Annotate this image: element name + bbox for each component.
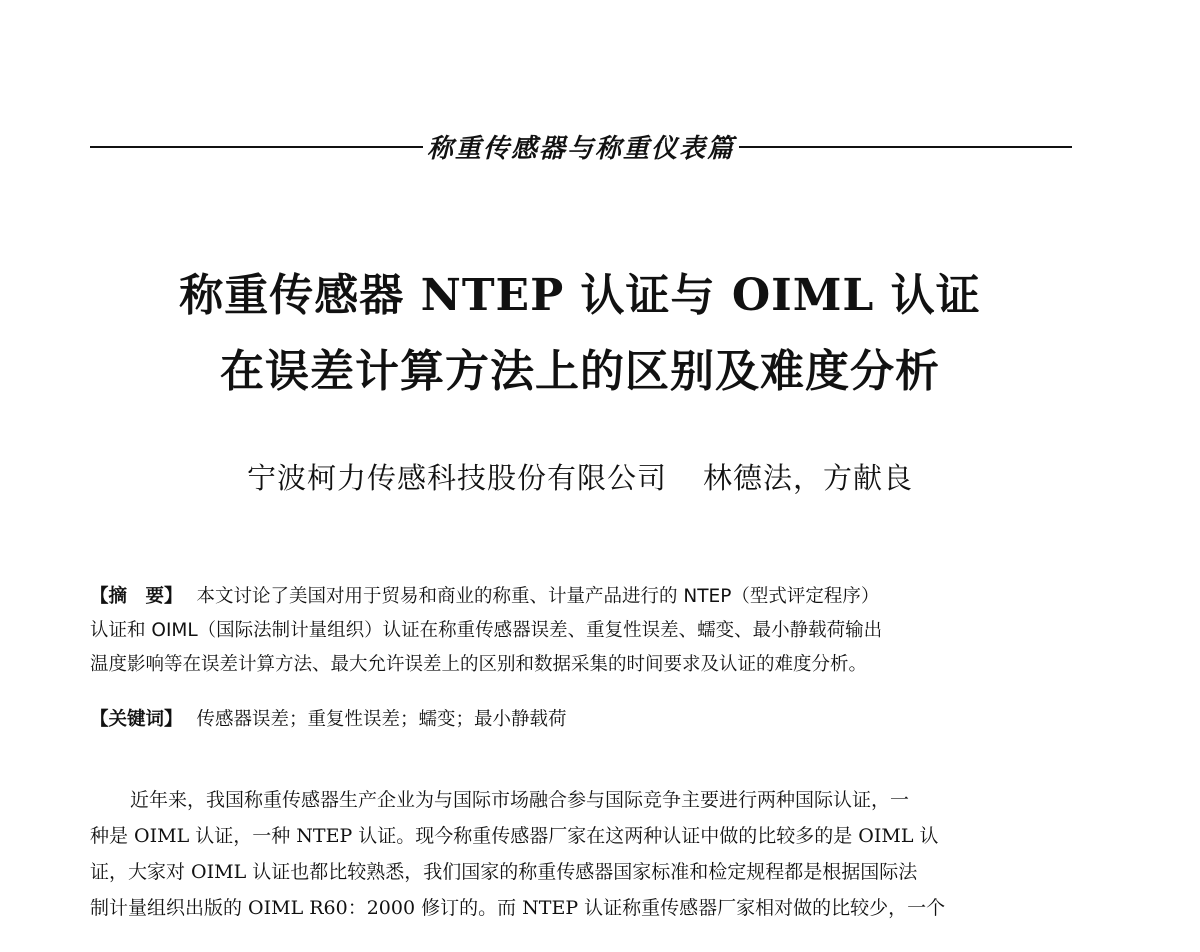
abstract-line-2: 认证和 OIML（国际法制计量组织）认证在称重传感器误差、重复性误差、蠕变、最小静载荷输出: [90, 620, 883, 641]
body-line-4: 制计量组织出版的 OIML R60：2000 修订的。而 NTEP 认证称重传感器厂家相对做的比较少，一个: [90, 897, 946, 919]
keywords-text: 传感器误差；重复性误差；蠕变；最小静载荷: [196, 709, 567, 730]
header-rule-left: [90, 146, 423, 148]
paper-title-line-2: 在误差计算方法上的区别及难度分析: [220, 346, 940, 397]
abstract: [90, 580, 1080, 682]
body-line-3: 证，大家对 OIML 认证也都比较熟悉，我们国家的称重传感器国家标准和检定规程都是根据国际法: [90, 861, 918, 883]
paper-title-line-1: 称重传感器 NTEP 认证与 OIML 认证: [179, 270, 981, 321]
abstract-tag: 【摘 要】: [90, 586, 183, 607]
body-line-1: 近年来，我国称重传感器生产企业为与国际市场融合参与国际竞争主要进行两种国际认证，一: [130, 789, 910, 811]
author-line: [0, 456, 1160, 497]
section-header: [90, 128, 1072, 165]
author-affiliation: 宁波柯力传感科技股份有限公司: [246, 461, 667, 495]
abstract-line-1: 【摘 要】 本文讨论了美国对用于贸易和商业的称重、计量产品进行的 NTEP（型式评定程序）: [90, 586, 880, 607]
keywords: [90, 703, 1080, 737]
abstract-line-3: 温度影响等在误差计算方法、最大允许误差上的区别和数据采集的时间要求及认证的难度分析。: [90, 654, 868, 675]
paper-title: [0, 258, 1160, 410]
keywords-tag: 【关键词】: [90, 709, 183, 730]
section-header-label: 称重传感器与称重仪表篇: [427, 134, 736, 164]
author-names: 林德法，方献良: [703, 461, 914, 495]
header-rule-right: [739, 146, 1072, 148]
body-line-2: 种是 OIML 认证，一种 NTEP 认证。现今称重传感器厂家在这两种认证中做的比较多的是 OIML 认: [90, 825, 939, 847]
body-text: [90, 782, 1080, 926]
